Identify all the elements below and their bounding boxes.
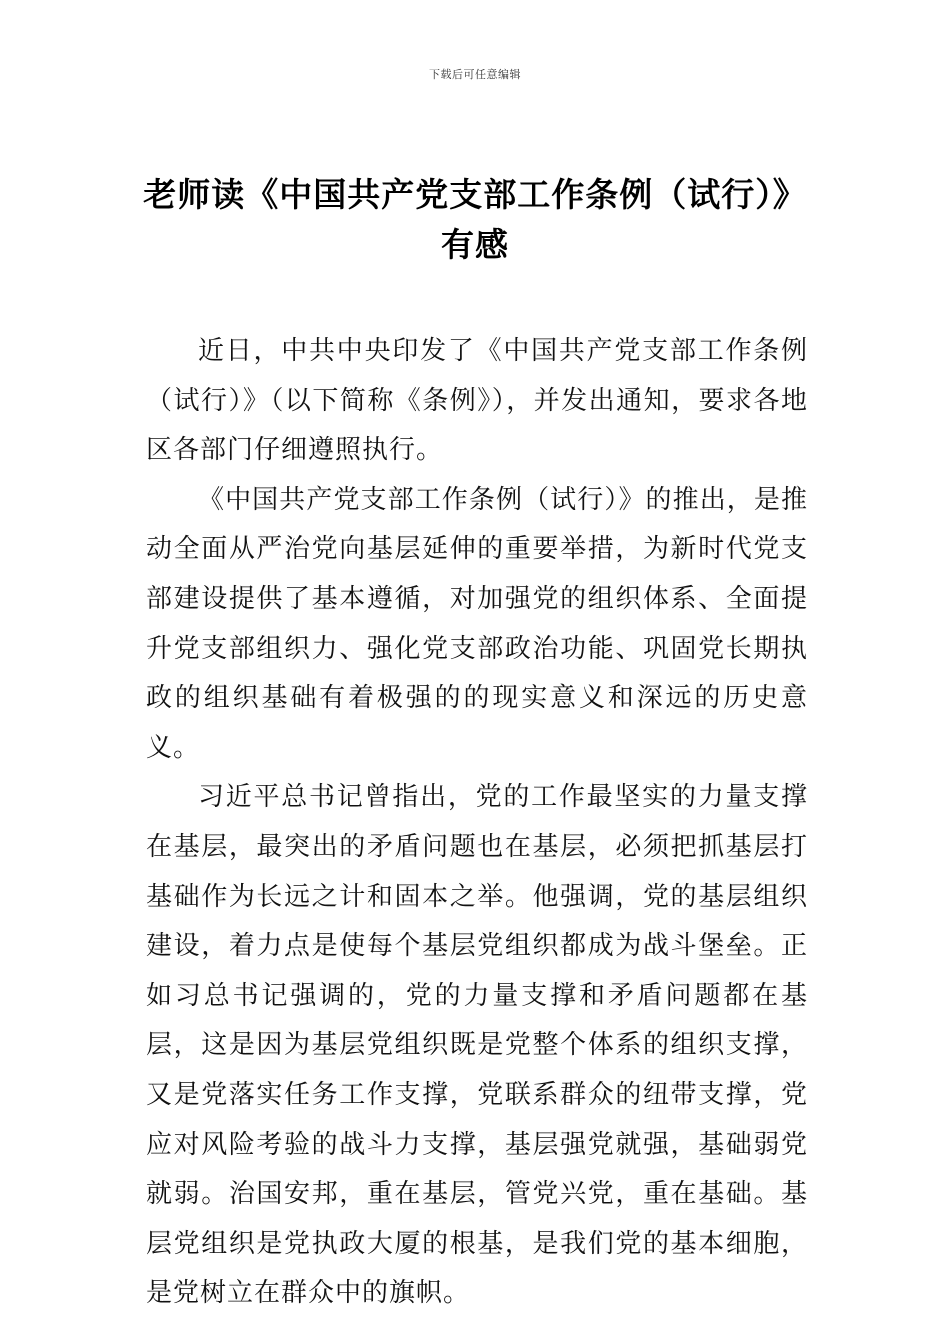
paragraph: 近日，中共中央印发了《中国共产党支部工作条例（试行）》（以下简称《条例》），并发出通知，要求各地区各部门仔细遵照执行。 xyxy=(146,336,808,466)
header-note: 下载后可任意编辑 xyxy=(429,68,521,81)
document-body xyxy=(146,327,808,1319)
paragraph: 习近平总书记曾指出，党的工作最坚实的力量支撑在基层，最突出的矛盾问题也在基层，必须把抓基层打基础作为长远之计和固本之举。他强调，党的基层组织建设，着力点是使每个基层党组织都成为战斗堡垒。正如习总书记强调的，党的力量支撑和矛盾问题都在基层，这是因为基层党组织既是党整个体系的组织支撑，又是党落实任务工作支撑，党联系群众的纽带支撑，党应对风险考验的战斗力支撑，基层强党就强，基础弱党就弱。治国安邦，重在基层，管党兴党，重在基础。基层党组织是党执政大厦的根基，是我们党的基本细胞，是党树立在群众中的旗帜。 xyxy=(146,782,808,1309)
paragraph: 《中国共产党支部工作条例（试行）》的推出，是推动全面从严治党向基层延伸的重要举措，为新时代党支部建设提供了基本遵循，对加强党的组织体系、全面提升党支部组织力、强化党支部政治功能、巩固党长期执政的组织基础有着极强的的现实意义和深远的历史意义。 xyxy=(146,484,808,763)
document-title: 老师读《中国共产党支部工作条例（试行）》有感 xyxy=(143,175,807,264)
